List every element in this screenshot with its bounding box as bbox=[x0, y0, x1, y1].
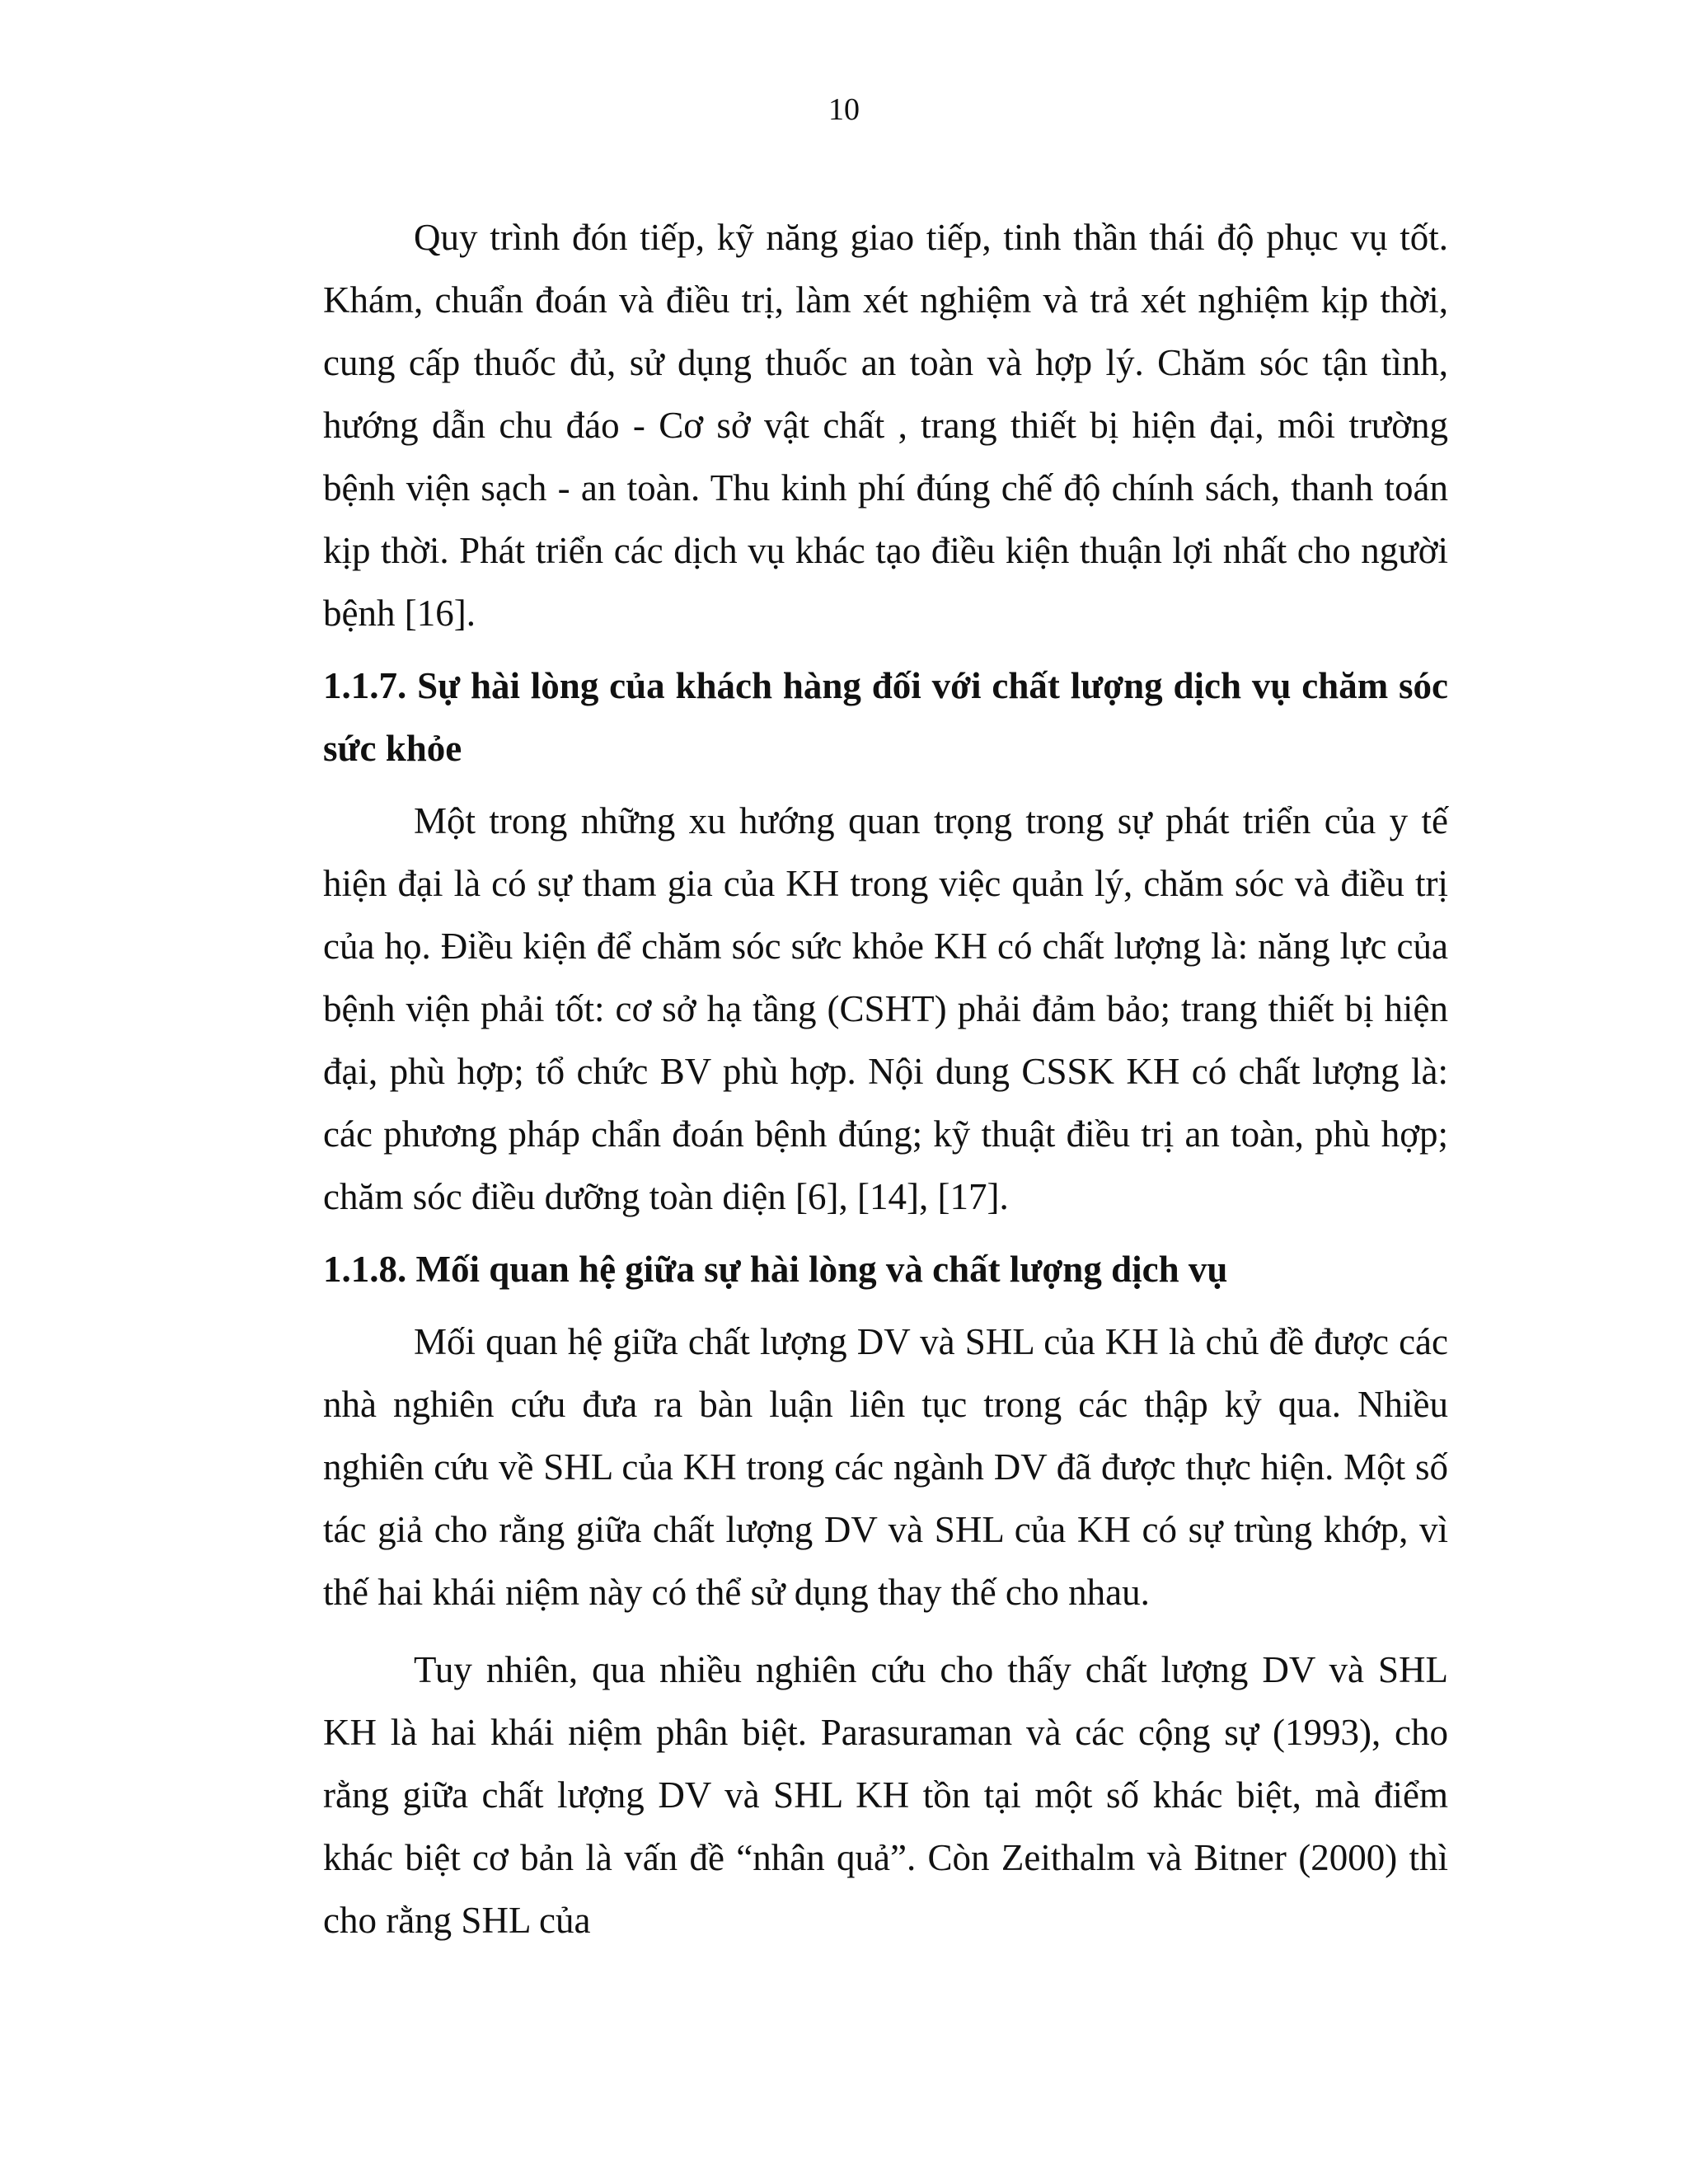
page-number: 10 bbox=[828, 92, 860, 127]
section-1-1-8-paragraph-2: Tuy nhiên, qua nhiều nghiên cứu cho thấy chất lượng DV và SHL KH là hai khái niệm phân biệt. Parasuraman và các cộng sự (1993), cho rằng giữa chất lượng DV và SHL KH tồn tại một số khác biệt, mà điểm khác biệt cơ bản là vấn đề “nhân quả”. Còn Zeithalm và Bitner (2000) thì cho rằng SHL của bbox=[323, 1649, 1448, 1941]
section-heading-1-1-7: 1.1.7. Sự hài lòng của khách hàng đối với chất lượng dịch vụ chăm sóc sức khỏe bbox=[323, 665, 1448, 769]
section-1-1-7-paragraph: Một trong những xu hướng quan trọng trong sự phát triển của y tế hiện đại là có sự tham gia của KH trong việc quản lý, chăm sóc và điều trị của họ. Điều kiện để chăm sóc sức khỏe KH có chất lượng là: năng lực của bệnh viện phải tốt: cơ sở hạ tầng (CSHT) phải đảm bảo; trang thiết bị hiện đại, phù hợp; tổ chức BV phù hợp. Nội dung CSSK KH có chất lượng là: các phương pháp chẩn đoán bệnh đúng; kỹ thuật điều trị an toàn, phù hợp; chăm sóc điều dưỡng toàn diện [6], [14], [17]. bbox=[323, 800, 1448, 1217]
intro-paragraph: Quy trình đón tiếp, kỹ năng giao tiếp, tinh thần thái độ phục vụ tốt. Khám, chuẩn đoán và điều trị, làm xét nghiệm và trả xét nghiệm kịp thời, cung cấp thuốc đủ, sử dụng thuốc an toàn và hợp lý. Chăm sóc tận tình, hướng dẫn chu đáo - Cơ sở vật chất , trang thiết bị hiện đại, môi trường bệnh viện sạch - an toàn. Thu kinh phí đúng chế độ chính sách, thanh toán kịp thời. Phát triển các dịch vụ khác tạo điều kiện thuận lợi nhất cho người bệnh [16]. bbox=[323, 217, 1448, 634]
section-heading-1-1-8: 1.1.8. Mối quan hệ giữa sự hài lòng và chất lượng dịch vụ bbox=[323, 1249, 1228, 1290]
document-body bbox=[323, 206, 1448, 1952]
section-1-1-8-paragraph-1: Mối quan hệ giữa chất lượng DV và SHL của KH là chủ đề được các nhà nghiên cứu đưa ra bàn luận liên tục trong các thập kỷ qua. Nhiều nghiên cứu về SHL của KH trong các ngành DV đã được thực hiện. Một số tác giả cho rằng giữa chất lượng DV và SHL của KH có sự trùng khớp, vì thế hai khái niệm này có thể sử dụng thay thế cho nhau. bbox=[323, 1321, 1448, 1613]
